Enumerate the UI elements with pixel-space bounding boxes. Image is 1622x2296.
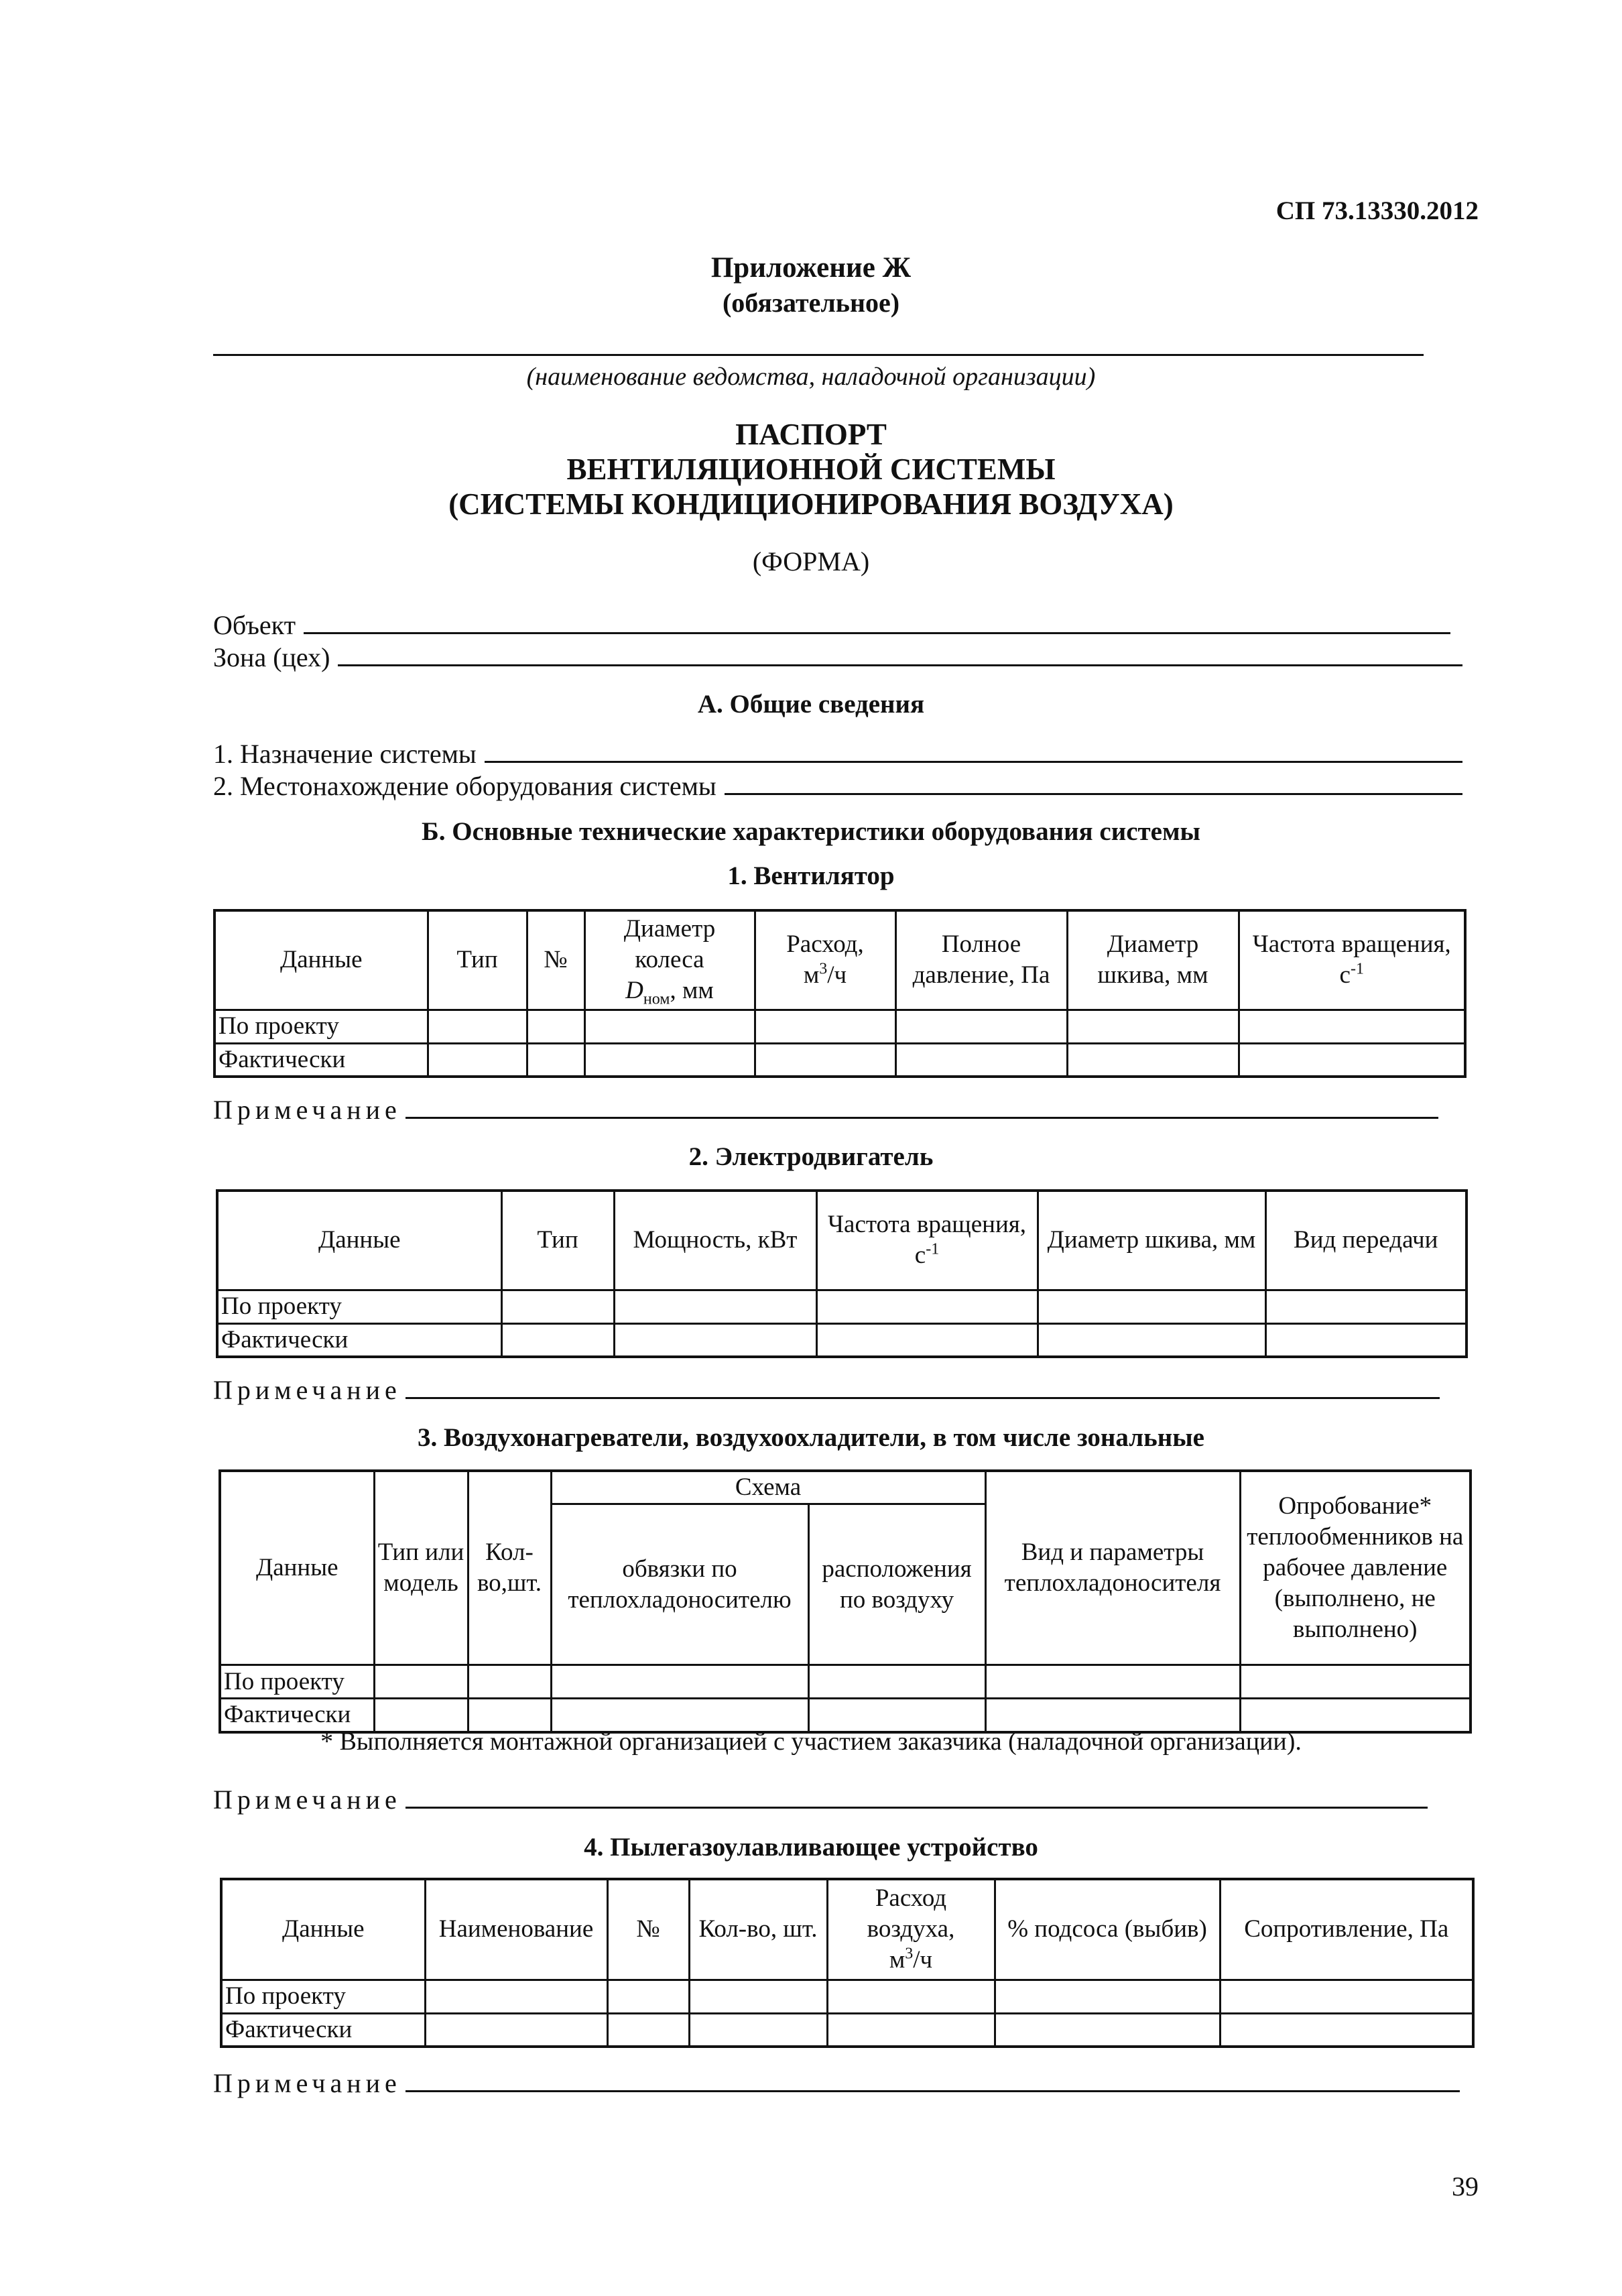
table-cell[interactable] [614, 1323, 816, 1357]
motor-header-pulley-diameter: Диаметр шкива, мм [1038, 1191, 1265, 1290]
dust-header-resistance: Сопротивление, Па [1220, 1879, 1473, 1980]
fan-row-project: По проекту [214, 1010, 428, 1043]
fan-header-rotation: Частота вращения, $с^{-1}$ [1239, 910, 1465, 1010]
heaters-header-scheme: Схема [551, 1471, 985, 1504]
passport-title-3: (СИСТЕМЫ КОНДИЦИОНИРОВАНИЯ ВОЗДУХА) [448, 487, 1174, 521]
dust-header-count: Кол-во, шт. [689, 1879, 827, 1980]
table-cell[interactable] [584, 1043, 755, 1077]
appendix-type: (обязательное) [722, 288, 900, 318]
fan-rotation-label: Частота вращения, [1252, 930, 1451, 959]
fan-note-label: Примечание [213, 1095, 401, 1125]
fan-note[interactable] [213, 1091, 1438, 1126]
heaters-header-coolant: Вид и параметры теплохладоносителя [985, 1471, 1240, 1665]
table-cell[interactable] [689, 2013, 827, 2047]
table-cell[interactable] [468, 1665, 551, 1699]
object-label: Объект [213, 610, 296, 640]
motor-note-line[interactable] [406, 1372, 1440, 1399]
organization-caption: (наименование ведомства, наладочной организации) [526, 363, 1096, 391]
object-field[interactable] [213, 607, 1450, 641]
motor-header-power: Мощность, кВт [614, 1191, 816, 1290]
heaters-note-line[interactable] [406, 1781, 1428, 1809]
table-cell[interactable] [501, 1290, 614, 1323]
motor-header-data: Данные [217, 1191, 501, 1290]
table-cell[interactable] [428, 1010, 527, 1043]
table-cell[interactable] [816, 1323, 1038, 1357]
fan-table [213, 909, 1467, 1078]
fan-header-pressure: Полное давление, Па [895, 910, 1067, 1010]
table-cell[interactable] [816, 1290, 1038, 1323]
table-cell[interactable] [1038, 1290, 1265, 1323]
motor-header-rotation: Частота вращения, $с^{-1}$ [816, 1191, 1038, 1290]
dust-header-number: № [607, 1879, 689, 1980]
table-cell[interactable] [995, 2013, 1220, 2047]
table-cell[interactable] [827, 2013, 995, 2047]
table-cell[interactable] [895, 1043, 1067, 1077]
heaters-table [219, 1469, 1472, 1734]
table-cell[interactable] [985, 1665, 1240, 1699]
heaters-row-actual: Фактически [220, 1699, 374, 1732]
table-cell[interactable] [827, 1980, 995, 2013]
motor-table [216, 1189, 1468, 1358]
table-cell[interactable] [1265, 1323, 1467, 1357]
fan-header-type: Тип [428, 910, 527, 1010]
fan-header-data: Данные [214, 910, 428, 1010]
motor-header-type: Тип [501, 1191, 614, 1290]
heaters-note[interactable] [213, 1781, 1428, 1815]
dust-note[interactable] [213, 2065, 1460, 2099]
table-cell[interactable] [1239, 1043, 1465, 1077]
passport-title-2: ВЕНТИЛЯЦИОННОЙ СИСТЕМЫ [566, 452, 1056, 486]
dust-note-label: Примечание [213, 2068, 401, 2098]
dust-row-project: По проекту [221, 1980, 425, 2013]
motor-row-actual: Фактически [217, 1323, 501, 1357]
table-cell[interactable] [1067, 1010, 1239, 1043]
heaters-header-type: Тип или модель [374, 1471, 468, 1665]
passport-title-1: ПАСПОРТ [735, 418, 887, 451]
motor-row-project: По проекту [217, 1290, 501, 1323]
fan-title: 1. Вентилятор [727, 861, 895, 890]
motor-title: 2. Электродвигатель [688, 1142, 934, 1171]
table-cell[interactable] [1067, 1043, 1239, 1077]
fan-flow-label: Расход, [786, 930, 864, 959]
object-input-line[interactable] [304, 607, 1450, 634]
table-cell[interactable] [425, 2013, 607, 2047]
fan-note-line[interactable] [406, 1091, 1438, 1119]
motor-note[interactable] [213, 1372, 1440, 1406]
fan-header-number: № [527, 910, 584, 1010]
organization-line [213, 354, 1424, 356]
fan-header-flow: Расход, $м^3/ч$ [755, 910, 895, 1010]
table-cell[interactable] [1265, 1290, 1467, 1323]
table-cell[interactable] [607, 2013, 689, 2047]
document-number: СП 73.13330.2012 [1275, 196, 1479, 225]
table-cell[interactable] [551, 1665, 808, 1699]
fan-wheel-diameter-label: Диаметр колеса [623, 915, 716, 974]
dust-header-leakage: % подсоса (выбив) [995, 1879, 1220, 1980]
table-cell[interactable] [755, 1043, 895, 1077]
table-cell[interactable] [527, 1010, 584, 1043]
table-cell[interactable] [1239, 1010, 1465, 1043]
table-cell[interactable] [614, 1290, 816, 1323]
table-cell[interactable] [895, 1010, 1067, 1043]
equipment-location-label: 2. Местонахождение оборудования системы [213, 771, 716, 801]
dust-title: 4. Пылегазоулавливающее устройство [584, 1833, 1038, 1862]
heaters-header-data: Данные [220, 1471, 374, 1665]
equipment-location-field[interactable] [213, 768, 1462, 802]
dust-note-line[interactable] [406, 2065, 1460, 2092]
motor-rotation-label: Частота вращения, [827, 1211, 1027, 1239]
table-cell[interactable] [808, 1665, 985, 1699]
motor-note-label: Примечание [213, 1375, 401, 1405]
system-purpose-field[interactable] [213, 735, 1462, 770]
table-cell[interactable] [1038, 1323, 1265, 1357]
dust-airflow-label: Расход воздуха, [867, 1884, 955, 1943]
heaters-header-count: Кол-во,шт. [468, 1471, 551, 1665]
system-purpose-line[interactable] [485, 735, 1462, 763]
table-cell[interactable] [995, 1980, 1220, 2013]
section-b-title: Б. Основные технические характеристики оборудования системы [422, 817, 1200, 846]
heaters-header-testing: Опробование* теплообменников на рабочее давление (выполнено, не выполнено) [1240, 1471, 1471, 1665]
table-cell[interactable] [607, 1980, 689, 2013]
fan-header-pulley-diameter: Диаметр шкива, мм [1067, 910, 1239, 1010]
motor-header-transmission: Вид передачи [1265, 1191, 1467, 1290]
heaters-title: 3. Воздухонагреватели, воздухоохладители, в том числе зональные [418, 1423, 1204, 1452]
section-a-title: А. Общие сведения [697, 690, 925, 719]
dust-header-airflow: Расход воздуха, $м^3/ч$ [827, 1879, 995, 1980]
dust-header-name: Наименование [425, 1879, 607, 1980]
heaters-row-project: По проекту [220, 1665, 374, 1699]
zone-field[interactable] [213, 639, 1462, 673]
system-purpose-label: 1. Назначение системы [213, 739, 477, 769]
table-cell[interactable] [584, 1010, 755, 1043]
fan-row-actual: Фактически [214, 1043, 428, 1077]
table-cell[interactable] [755, 1010, 895, 1043]
heaters-header-airside: расположения по воздуху [808, 1504, 985, 1665]
heaters-footnote: * Выполняется монтажной организацией с участием заказчика (наладочной организации). [320, 1728, 1302, 1756]
zone-input-line[interactable] [338, 639, 1462, 666]
dust-row-actual: Фактически [221, 2013, 425, 2047]
heaters-note-label: Примечание [213, 1785, 401, 1815]
page-number: 39 [1452, 2171, 1479, 2201]
table-cell[interactable] [1220, 1980, 1473, 2013]
table-cell[interactable] [428, 1043, 527, 1077]
table-cell[interactable] [1220, 2013, 1473, 2047]
table-cell[interactable] [425, 1980, 607, 2013]
table-cell[interactable] [1240, 1665, 1471, 1699]
table-cell[interactable] [689, 1980, 827, 2013]
fan-header-wheel-diameter: Диаметр колеса $D_{ном}$, мм [584, 910, 755, 1010]
table-cell[interactable] [527, 1043, 584, 1077]
equipment-location-line[interactable] [725, 768, 1462, 795]
form-label: (ФОРМА) [752, 546, 870, 577]
dust-table [220, 1878, 1475, 2048]
table-cell[interactable] [374, 1665, 468, 1699]
appendix-title: Приложение Ж [710, 252, 912, 284]
dust-header-data: Данные [221, 1879, 425, 1980]
zone-label: Зона (цех) [213, 642, 330, 672]
table-cell[interactable] [501, 1323, 614, 1357]
heaters-header-piping: обвязки по теплохладоносителю [551, 1504, 808, 1665]
